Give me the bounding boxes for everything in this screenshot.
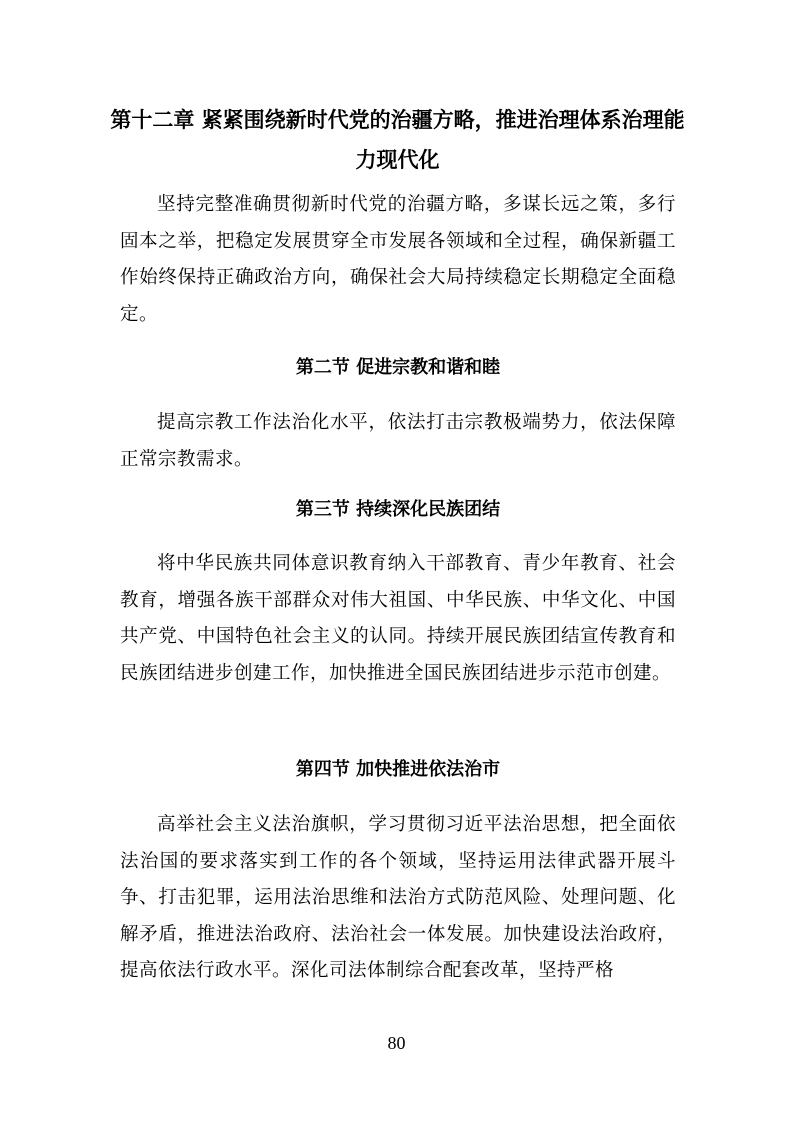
section-4-paragraph: 高举社会主义法治旗帜，学习贯彻习近平法治思想，把全面依法治国的要求落实到工作的各个领域，坚持运用法律武器开展斗争、打击犯罪，运用法治思维和法治方式防范风险、处理问题、化解矛盾，推进法治政府、法治社会一体发展。加快建设法治政府，提高依法行政水平。深化司法体制综合配套改革，坚持严格 xyxy=(120,814,676,981)
section-3-paragraph: 将中华民族共同体意识教育纳入干部教育、青少年教育、社会教育，增强各族干部群众对伟大祖国、中华民族、中华文化、中国共产党、中国特色社会主义的认同。持续开展民族团结宣传教育和民族团结进步创建工作，加快推进全国民族团结进步示范市创建。 xyxy=(120,553,676,684)
page-number: 80 xyxy=(387,1033,406,1053)
chapter-title: 第十二章 紧紧围绕新时代党的治疆方略，推进治理体系治理能力现代化 xyxy=(110,108,685,172)
section-title-3: 第三节 持续深化民族团结 xyxy=(295,499,501,520)
section-title-2: 第二节 促进宗教和谐和睦 xyxy=(295,357,501,378)
chapter-intro-paragraph: 坚持完整准确贯彻新时代党的治疆方略，多谋长远之策，多行固本之举，把稳定发展贯穿全市发展各领域和全过程，确保新疆工作始终保持正确政治方向，确保社会大局持续稳定长期稳定全面稳定。 xyxy=(120,194,676,325)
section-2-paragraph: 提高宗教工作法治化水平，依法打击宗教极端势力，依法保障正常宗教需求。 xyxy=(120,412,676,470)
section-title-4: 第四节 加快推进依法治市 xyxy=(295,759,501,780)
